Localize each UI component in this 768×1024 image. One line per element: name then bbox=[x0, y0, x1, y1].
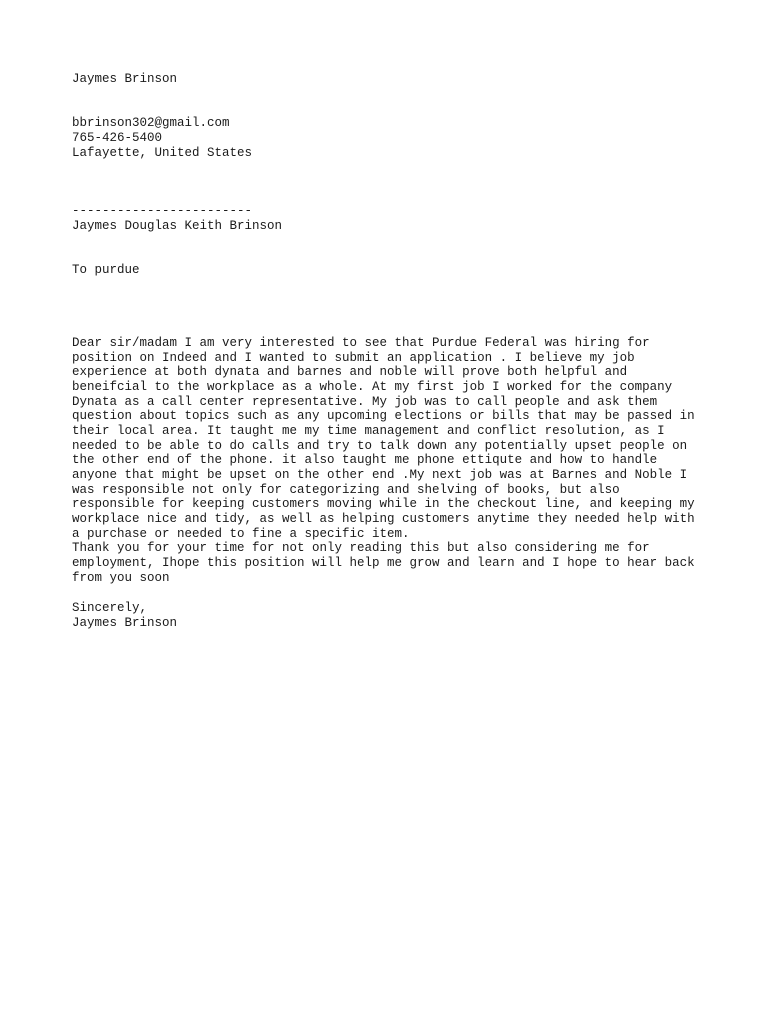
sender-phone: 765-426-5400 bbox=[72, 131, 163, 145]
closing-salutation: Sincerely, bbox=[72, 601, 148, 615]
body-line: Dynata as a call center representative. My job was to call people and ask them bbox=[72, 394, 658, 409]
closing-name: Jaymes Brinson bbox=[72, 616, 178, 630]
body-line: responsible for keeping customers moving while in the checkout line, and keeping my bbox=[72, 497, 695, 512]
sender-name: Jaymes Brinson bbox=[72, 72, 178, 86]
body-line: was responsible not only for categorizing and shelving of books, but also bbox=[72, 482, 620, 497]
body-line: experience at both dynata and barnes and noble will prove both helpful and bbox=[72, 365, 628, 380]
body-line: the other end of the phone. it also taught me phone ettiqute and how to handle bbox=[72, 453, 658, 468]
body-line: position on Indeed and I wanted to submit an application . I believe my job bbox=[72, 350, 635, 365]
sender-email: bbrinson302@gmail.com bbox=[72, 116, 230, 130]
sender-location: Lafayette, United States bbox=[72, 146, 253, 160]
recipient-line: To purdue bbox=[72, 263, 140, 277]
body-line: their local area. It taught me my time management and conflict resolution, as I bbox=[72, 423, 665, 438]
letter-body bbox=[72, 336, 702, 585]
body-line: from you soon bbox=[72, 570, 170, 585]
body-line: Dear sir/madam I am very interested to see that Purdue Federal was hiring for bbox=[72, 336, 650, 350]
body-line: workplace nice and tidy, as well as helping customers anytime they needed help with bbox=[72, 511, 695, 526]
sender-full-name: Jaymes Douglas Keith Brinson bbox=[72, 219, 283, 233]
body-line: employment, Ihope this position will help me grow and learn and I hope to hear back bbox=[72, 555, 695, 570]
separator-rule: ------------------------ bbox=[72, 204, 253, 218]
body-line: a purchase or needed to fine a specific item. bbox=[72, 526, 410, 541]
body-line: question about topics such as any upcoming elections or bills that may be passed in bbox=[72, 409, 695, 424]
body-line: anyone that might be upset on the other end .My next job was at Barnes and Noble I bbox=[72, 467, 688, 482]
body-line: needed to be able to do calls and try to talk down any potentially upset people on bbox=[72, 438, 688, 453]
body-line: Thank you for your time for not only reading this but also considering me for bbox=[72, 541, 650, 556]
body-line: beneifcial to the workplace as a whole. At my first job I worked for the company bbox=[72, 379, 673, 394]
